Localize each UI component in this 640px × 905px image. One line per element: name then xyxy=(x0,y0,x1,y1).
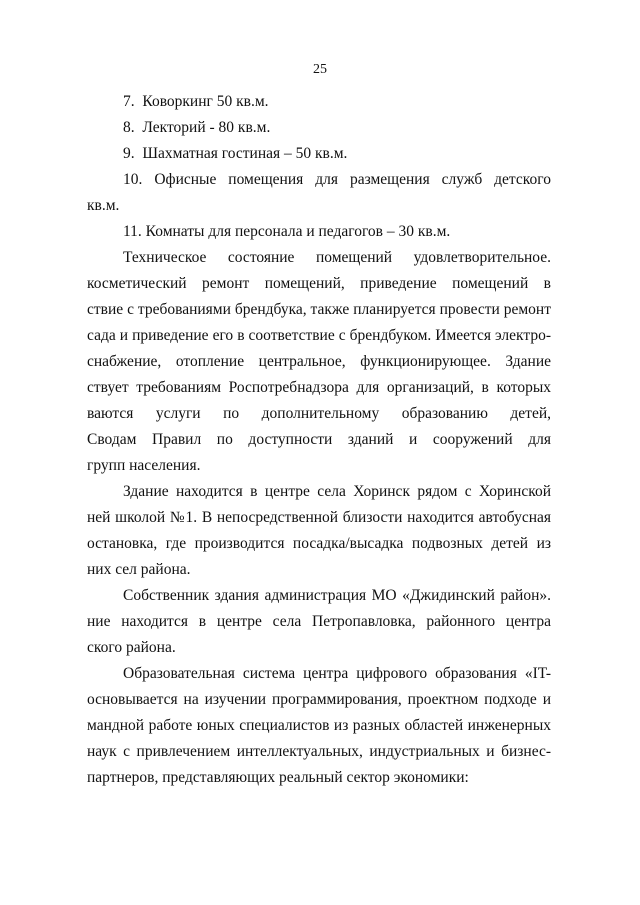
list-item-7: 7. Коворкинг 50 кв.м. xyxy=(123,93,269,110)
paragraph-line: групп населения. xyxy=(87,457,201,474)
paragraph-line: Образовательная система центра цифрового образования «IT- xyxy=(123,665,551,682)
paragraph-line: косметический ремонт помещений, приведение помещений в xyxy=(87,275,551,292)
paragraph-line: снабжение, отопление центральное, функционирующее. Здание xyxy=(87,353,551,370)
paragraph-line: остановка, где производится посадка/высадка подвозных детей из xyxy=(87,535,551,552)
paragraph-line: ствует требованиям Роспотребнадзора для организаций, в которых xyxy=(87,379,551,396)
paragraph-line: ней школой №1. В непосредственной близости находится автобусная xyxy=(87,509,551,526)
list-item-10-continuation: кв.м. xyxy=(87,197,120,214)
paragraph-line: Техническое состояние помещений удовлетворительное. xyxy=(123,249,551,266)
paragraph-line: них сел района. xyxy=(87,561,191,578)
paragraph-line: ваются услуги по дополнительному образованию детей, xyxy=(87,405,551,422)
paragraph-line: основывается на изучении программирования, проектном подходе и xyxy=(87,691,551,708)
paragraph-line: сада и приведение его в соответствие с брендбуком. Имеется электро- xyxy=(87,327,551,344)
paragraph-line: наук с привлечением интеллектуальных, индустриальных и бизнес- xyxy=(87,743,551,760)
paragraph-line: мандной работе юных специалистов из разных областей инженерных xyxy=(87,717,551,734)
list-item-10-line: 10. Офисные помещения для размещения служб детского xyxy=(123,171,551,188)
paragraph-line: партнеров, представляющих реальный сектор экономики: xyxy=(87,769,469,786)
paragraph-line: Здание находится в центре села Хоринск рядом с Хоринской xyxy=(123,483,551,500)
paragraph-line: ского района. xyxy=(87,639,176,656)
page-number: 25 xyxy=(313,62,327,77)
list-item-8: 8. Лекторий - 80 кв.м. xyxy=(123,119,271,136)
paragraph-line: ствие с требованиями брендбука, также планируется провести ремонт xyxy=(87,301,551,318)
list-item-11: 11. Комнаты для персонала и педагогов – 30 кв.м. xyxy=(123,223,451,240)
paragraph-line: ние находится в центре села Петропавловка, районного центра xyxy=(87,613,551,630)
paragraph-line: Сводам Правил по доступности зданий и сооружений для xyxy=(87,431,551,448)
paragraph-line: Собственник здания администрация МО «Джидинский район». xyxy=(123,587,551,604)
list-item-9: 9. Шахматная гостиная – 50 кв.м. xyxy=(123,145,348,162)
